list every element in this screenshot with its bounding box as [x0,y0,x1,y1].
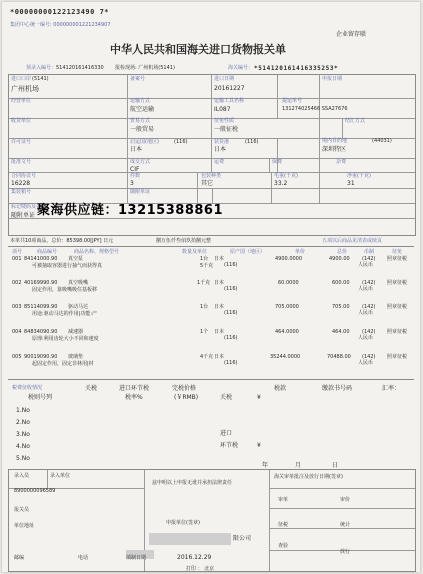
goods-item-no: 002 [12,280,22,286]
goods-item-origin: 日本 [214,256,225,262]
tax-section-header: 税费征收情况 [12,385,43,391]
summary-total: 本单共10项商品，总价：85398.00[JPY] 日元 [10,238,114,244]
goods-item-origin-code: (116) [224,310,238,316]
goods-item-total: 4900.00 [329,256,350,262]
goods-item-origin-code: (116) [224,335,238,341]
goods-item-origin: 日本 [214,280,225,286]
entry-number: 8900000096589 [14,488,56,494]
summary-amount-words: 捌万伍仟叁佰玖拾捌元整 [156,238,212,244]
destination-code: (44031) [372,138,392,144]
tax-ticket-label: 缴款书号码 [322,385,353,392]
customs-approval-label: 海关审单批注及放行日期(签章) [274,474,343,480]
stat-label: 统计 [340,522,351,528]
tax-amount-label: 税款 [274,385,287,392]
origin-country-label: 启运国(地区) [130,139,159,145]
declare-unit-seal: 申报单位(签章) [166,520,200,526]
misc-label: 杂费 [336,159,347,165]
unit-address-label: 单位地址 [14,523,35,529]
goods-item-qty: 1千克 [197,280,211,286]
docs-label: 随附单证 [130,189,151,195]
goods-item-code: 40169990.90 [24,280,58,286]
declaration-statement: 兹申明以上申报无讹并承担法律责任 [152,480,233,486]
price-check-label: 审价 [340,497,351,503]
pre-entry-number: 514120161416330 [56,65,104,71]
tax-tariff-label: 关税 [220,394,233,401]
goods-item-origin-code: (116) [224,360,238,366]
port-code: (116) [245,139,259,145]
record-no-label: 备案号 [130,76,146,82]
goods-item-currency-code: (142) [362,304,376,310]
inspect-label: 查验 [278,543,289,549]
tax-rate-unit: 税率% [125,394,143,401]
redacted-company-name [149,533,231,545]
goods-header-qty: 数量及单位 [182,249,208,255]
goods-item-tax-mode: 照章征税 [387,329,408,335]
goods-item-name: 减速器 [68,329,84,335]
goods-item-spec: 固定作用，靠吸嘴吸住基板移 [32,287,98,293]
tax-rmb-label: (￥RMB) [174,394,199,401]
date-day: 日 [332,462,339,469]
package-type: 其它 [201,180,214,187]
goods-item-tax-mode: 照章征税 [387,256,408,262]
goods-header-origin: 原产国（地区） [230,249,266,255]
goods-item-name: 驱动马达 [68,304,89,310]
tax-env-label: 环节税 [220,442,239,449]
goods-item-price: 60.0000 [278,280,299,286]
goods-item-no: 004 [12,329,22,335]
goods-header-currency: 币制 [364,249,375,255]
customs-no-label: 海关编号： [228,65,254,71]
contract-label: 合同协议号 [11,173,37,179]
summary-note: 五项以后商品见清表或续页 [322,238,383,244]
top-barcode-number: *00000000122123490 7* [10,8,110,16]
goods-item-origin-code: (116) [224,286,238,292]
unified-number: 集团中心统一编号: 000000001221234907 [10,22,111,28]
goods-item-name: 真空泵 [68,256,84,262]
goods-item-no: 001 [12,256,22,262]
date-year: 年 [262,462,269,469]
bill-number: 131274025466 SSA27676 [282,106,348,112]
goods-item-currency: 人民币 [358,262,374,268]
goods-item-tax-mode: 照章征税 [387,354,408,360]
goods-item-total: 70488.00 [327,354,351,360]
goods-header-code: 商品编号 [37,249,58,255]
net-weight-label: 净重(千克) [347,173,371,179]
goods-item-qty: 1台 [200,304,209,310]
tax-nature-label: 征免性质 [214,118,235,124]
customs-declaration-form [2,2,420,572]
goods-item-currency-code: (142) [362,354,376,360]
tax-price-label: 完税价格 [172,385,197,392]
license-label: 许可证号 [11,139,32,145]
company-suffix: 限公司 [233,535,252,542]
consignee-label: 经营单位 [11,98,32,104]
tax-yen-2: ¥ [257,442,261,449]
tax-customs-label: 关税 [85,385,98,392]
goods-item-currency-code: (142) [362,329,376,335]
goods-item-origin: 日本 [214,304,225,310]
tax-nature: 一般征税 [214,126,239,133]
transport-label: 运输方式 [130,98,151,104]
goods-item-currency: 人民币 [358,360,374,366]
goods-header-price: 单价 [295,249,306,255]
goods-item-currency-code: (142) [362,256,376,262]
pre-entry-label: 预录入编号： [26,65,57,71]
goods-item-spec: 可被抽取容器进行抽气而获得真 [32,263,103,269]
customs-number: *514120161416335253* [254,65,339,72]
port-label: 装货港 [214,139,230,145]
goods-item-qty: 4千克 [200,354,214,360]
declarer-label: 报关员 [14,507,30,513]
footer-print: 打印 ： 北京 [186,566,215,572]
tax-no-2: 2.No [16,419,30,426]
marks-label: 标记唛码及备注 [11,204,47,210]
destination: 深圳特区 [322,146,347,153]
trade-mode-label: 贸易方式 [130,118,151,124]
freight-label: 运费 [214,159,225,165]
goods-item-tax-mode: 照章征税 [387,280,408,286]
loading-port: 日本 [214,146,227,153]
goods-header-tax: 征免 [392,249,403,255]
origin-country-code: (116) [174,139,188,145]
tax-check-label: 征税 [278,522,289,528]
review-label: 审单 [278,497,289,503]
goods-item-code: 90019090.90 [24,354,58,360]
goods-item-price: 705.0000 [275,304,299,310]
deal-terms: CIF [130,166,140,173]
gross-weight: 33.2 [274,180,288,187]
entry-port: 广州机场 [11,85,39,93]
goods-item-code: 85114099.90 [24,304,58,310]
entry-unit-label: 录入单位 [50,473,71,479]
gross-weight-label: 毛重(千克) [274,173,298,179]
goods-item-price: 464.0000 [275,329,299,335]
vehicle-name: IL087 [214,106,231,113]
goods-item-origin: 日本 [214,329,225,335]
entry-person-label: 录入员 [14,473,30,479]
declare-place: 报检现场: 广州机场(5141) [115,65,175,71]
goods-item-qty2: 5千克 [200,263,214,269]
marks-remark: 随附单证 [11,212,36,219]
goods-item-currency: 人民币 [358,310,374,316]
fill-date: 2016.12.29 [177,554,212,561]
goods-item-total: 705.00 [332,304,350,310]
insurance-label: 保费 [272,159,283,165]
goods-header-name: 商品名称、规格型号 [74,249,120,255]
goods-item-currency-code: (142) [362,280,376,286]
vehicle-label: 运输工具名称 [214,98,245,104]
goods-item-name: 玻璃垫 [68,354,84,360]
transport-mode: 航空运输 [130,106,155,113]
goods-item-tax-mode: 照章征税 [387,304,408,310]
entry-port-code: (5141) [32,76,49,82]
tax-rate-label: 汇率： [382,385,401,392]
goods-item-price: 35244.0000 [270,354,301,360]
form-title: 中华人民共和国海关进口货物报关单 [110,43,286,56]
goods-item-origin-code: (116) [224,262,238,268]
goods-item-total: 464.00 [332,329,350,335]
import-date-label: 进口日期 [214,76,235,82]
goods-item-total: 600.00 [332,280,350,286]
contract-number: 16228 [11,180,31,187]
goods-header-no: 项号 [12,249,23,255]
tax-yen-1: ¥ [257,394,261,401]
goods-item-qty: 1个 [200,329,209,335]
tax-import-vat-label: 进口环节税 [119,385,150,392]
goods-item-code: 84141000.90 [24,256,58,262]
copy-label: 企业留存联 [336,31,367,38]
goods-item-price: 4900.0000 [275,256,303,262]
goods-header-total: 总价 [337,249,348,255]
zip-label: 邮编 [14,555,25,561]
declare-date-label: 申报日期 [322,76,343,82]
tax-no-1: 1.No [16,407,30,414]
release-label: 放行 [340,549,351,555]
tax-no-5: 5.No [16,455,30,462]
goods-item-qty: 1台 [200,256,209,262]
goods-item-name: 真空吸嘴 [68,280,89,286]
watermark-text: 聚海供应链：13215388861 [37,203,223,218]
tax-row-label: 税则号列 [28,394,53,401]
tax-no-4: 4.No [16,443,30,450]
receiver-label: 收货单位 [11,118,32,124]
goods-item-code: 84834090.90 [24,329,58,335]
bill-label: 提运单号 [282,98,303,104]
tax-no-3: 3.No [16,431,30,438]
goods-item-spec: 原理:利用齿轮大小不同和速度 [32,336,99,342]
goods-item-spec: 用途:驱动马达的作用|功能:产 [32,311,98,317]
goods-item-currency: 人民币 [358,286,374,292]
trade-mode: 一般贸易 [130,126,155,133]
import-date: 20161227 [214,85,245,92]
goods-item-currency: 人民币 [358,335,374,341]
deal-label: 成交方式 [130,159,151,165]
goods-item-no: 005 [12,354,22,360]
pieces-label: 件数 [130,173,141,179]
approval-label: 批准文号 [11,159,32,165]
tax-import-label: 进口 [220,430,233,437]
settle-label: 结汇方式 [345,118,366,124]
tel-label: 电话 [78,555,89,561]
origin-country: 日本 [130,146,143,153]
net-weight: 31 [347,180,355,187]
container-label: 集装箱号 [11,189,32,195]
goods-item-no: 003 [12,304,22,310]
goods-item-origin: 日本 [214,354,225,360]
entry-port-label: 进口口岸 [11,76,32,82]
goods-item-spec: 起固定作用，固定非林用|材 [32,361,94,367]
destination-label: 境内目的地 [322,138,348,144]
pieces: 3 [130,180,134,187]
package-label: 包装种类 [201,173,222,179]
fill-date-label: 填制日期 [126,555,147,561]
date-month: 月 [295,462,302,469]
